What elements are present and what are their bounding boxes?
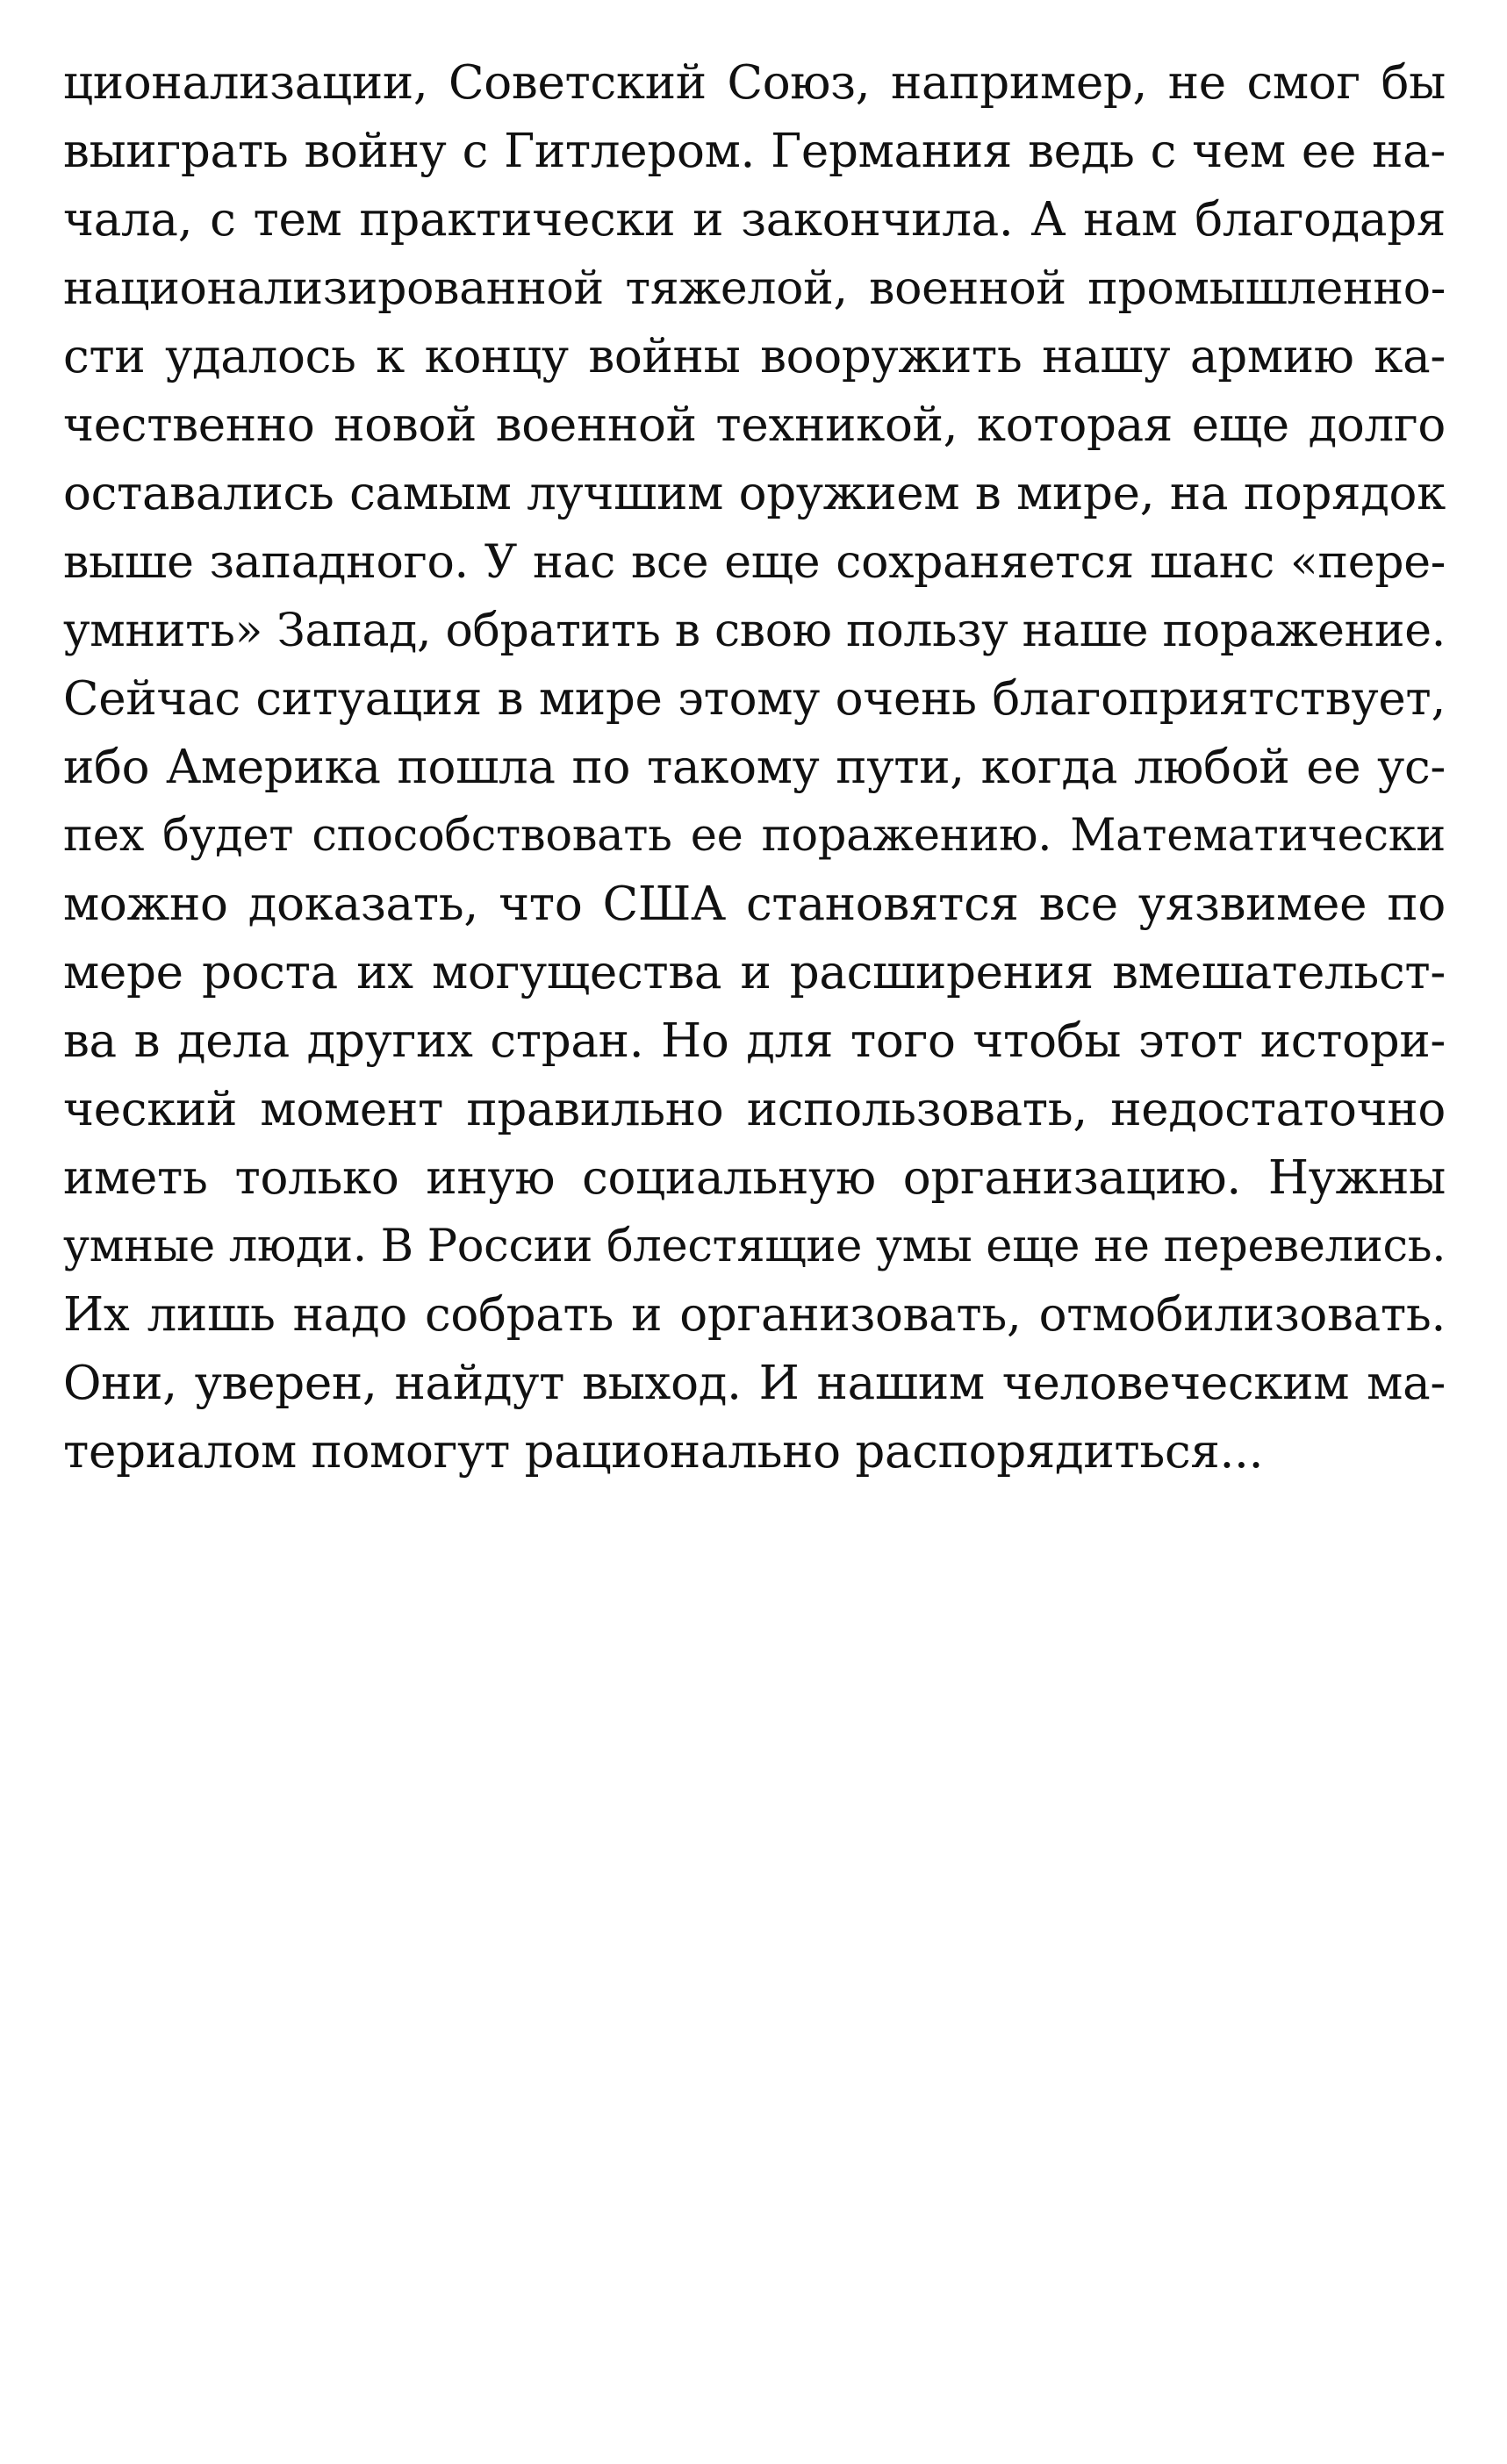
page-text-block — [63, 49, 1446, 1486]
text-line: оставались самым лучшим оружием в мире, на порядок — [63, 467, 1446, 520]
text-line: можно доказать, что США становятся все уязвимее по — [63, 877, 1446, 931]
text-line: выиграть войну с Гитлером. Германия ведь с чем ее на- — [63, 125, 1446, 178]
text-line: ибо Америка пошла по такому пути, когда любой ее ус- — [63, 741, 1446, 794]
text-line: териалом помогут рационально распорядиться... — [63, 1425, 1264, 1479]
text-line: сти удалось к концу войны вооружить нашу армию ка- — [63, 330, 1446, 383]
text-line: иметь только иную социальную организацию. Нужны — [63, 1151, 1446, 1205]
text-line: Они, уверен, найдут выход. И нашим человеческим ма- — [63, 1357, 1446, 1410]
text-line: умнить» Запад, обратить в свою пользу наше поражение. — [63, 605, 1446, 657]
text-line: умные люди. В России блестящие умы еще не перевелись. — [63, 1221, 1446, 1272]
text-line: ционализации, Советский Союз, например, не смог бы — [63, 56, 1446, 110]
text-line: ческий момент правильно использовать, недостаточно — [63, 1083, 1446, 1136]
text-line: мере роста их могущества и расширения вмешательст- — [63, 946, 1446, 999]
text-line: ва в дела других стран. Но для того чтобы этот истори- — [63, 1014, 1446, 1068]
text-line: пех будет способствовать ее поражению. Математически — [63, 810, 1446, 862]
text-line: чественно новой военной техникой, которая еще долго — [63, 398, 1446, 452]
text-line: Их лишь надо собрать и организовать, отмобилизовать. — [63, 1288, 1446, 1342]
text-line: национализированной тяжелой, военной промышленно- — [63, 262, 1446, 315]
text-line: чала, с тем практически и закончила. А нам благодаря — [63, 193, 1446, 247]
text-line: выше западного. У нас все еще сохраняется шанс «пере- — [63, 536, 1446, 589]
text-line: Сейчас ситуация в мире этому очень благоприятствует, — [63, 672, 1446, 726]
